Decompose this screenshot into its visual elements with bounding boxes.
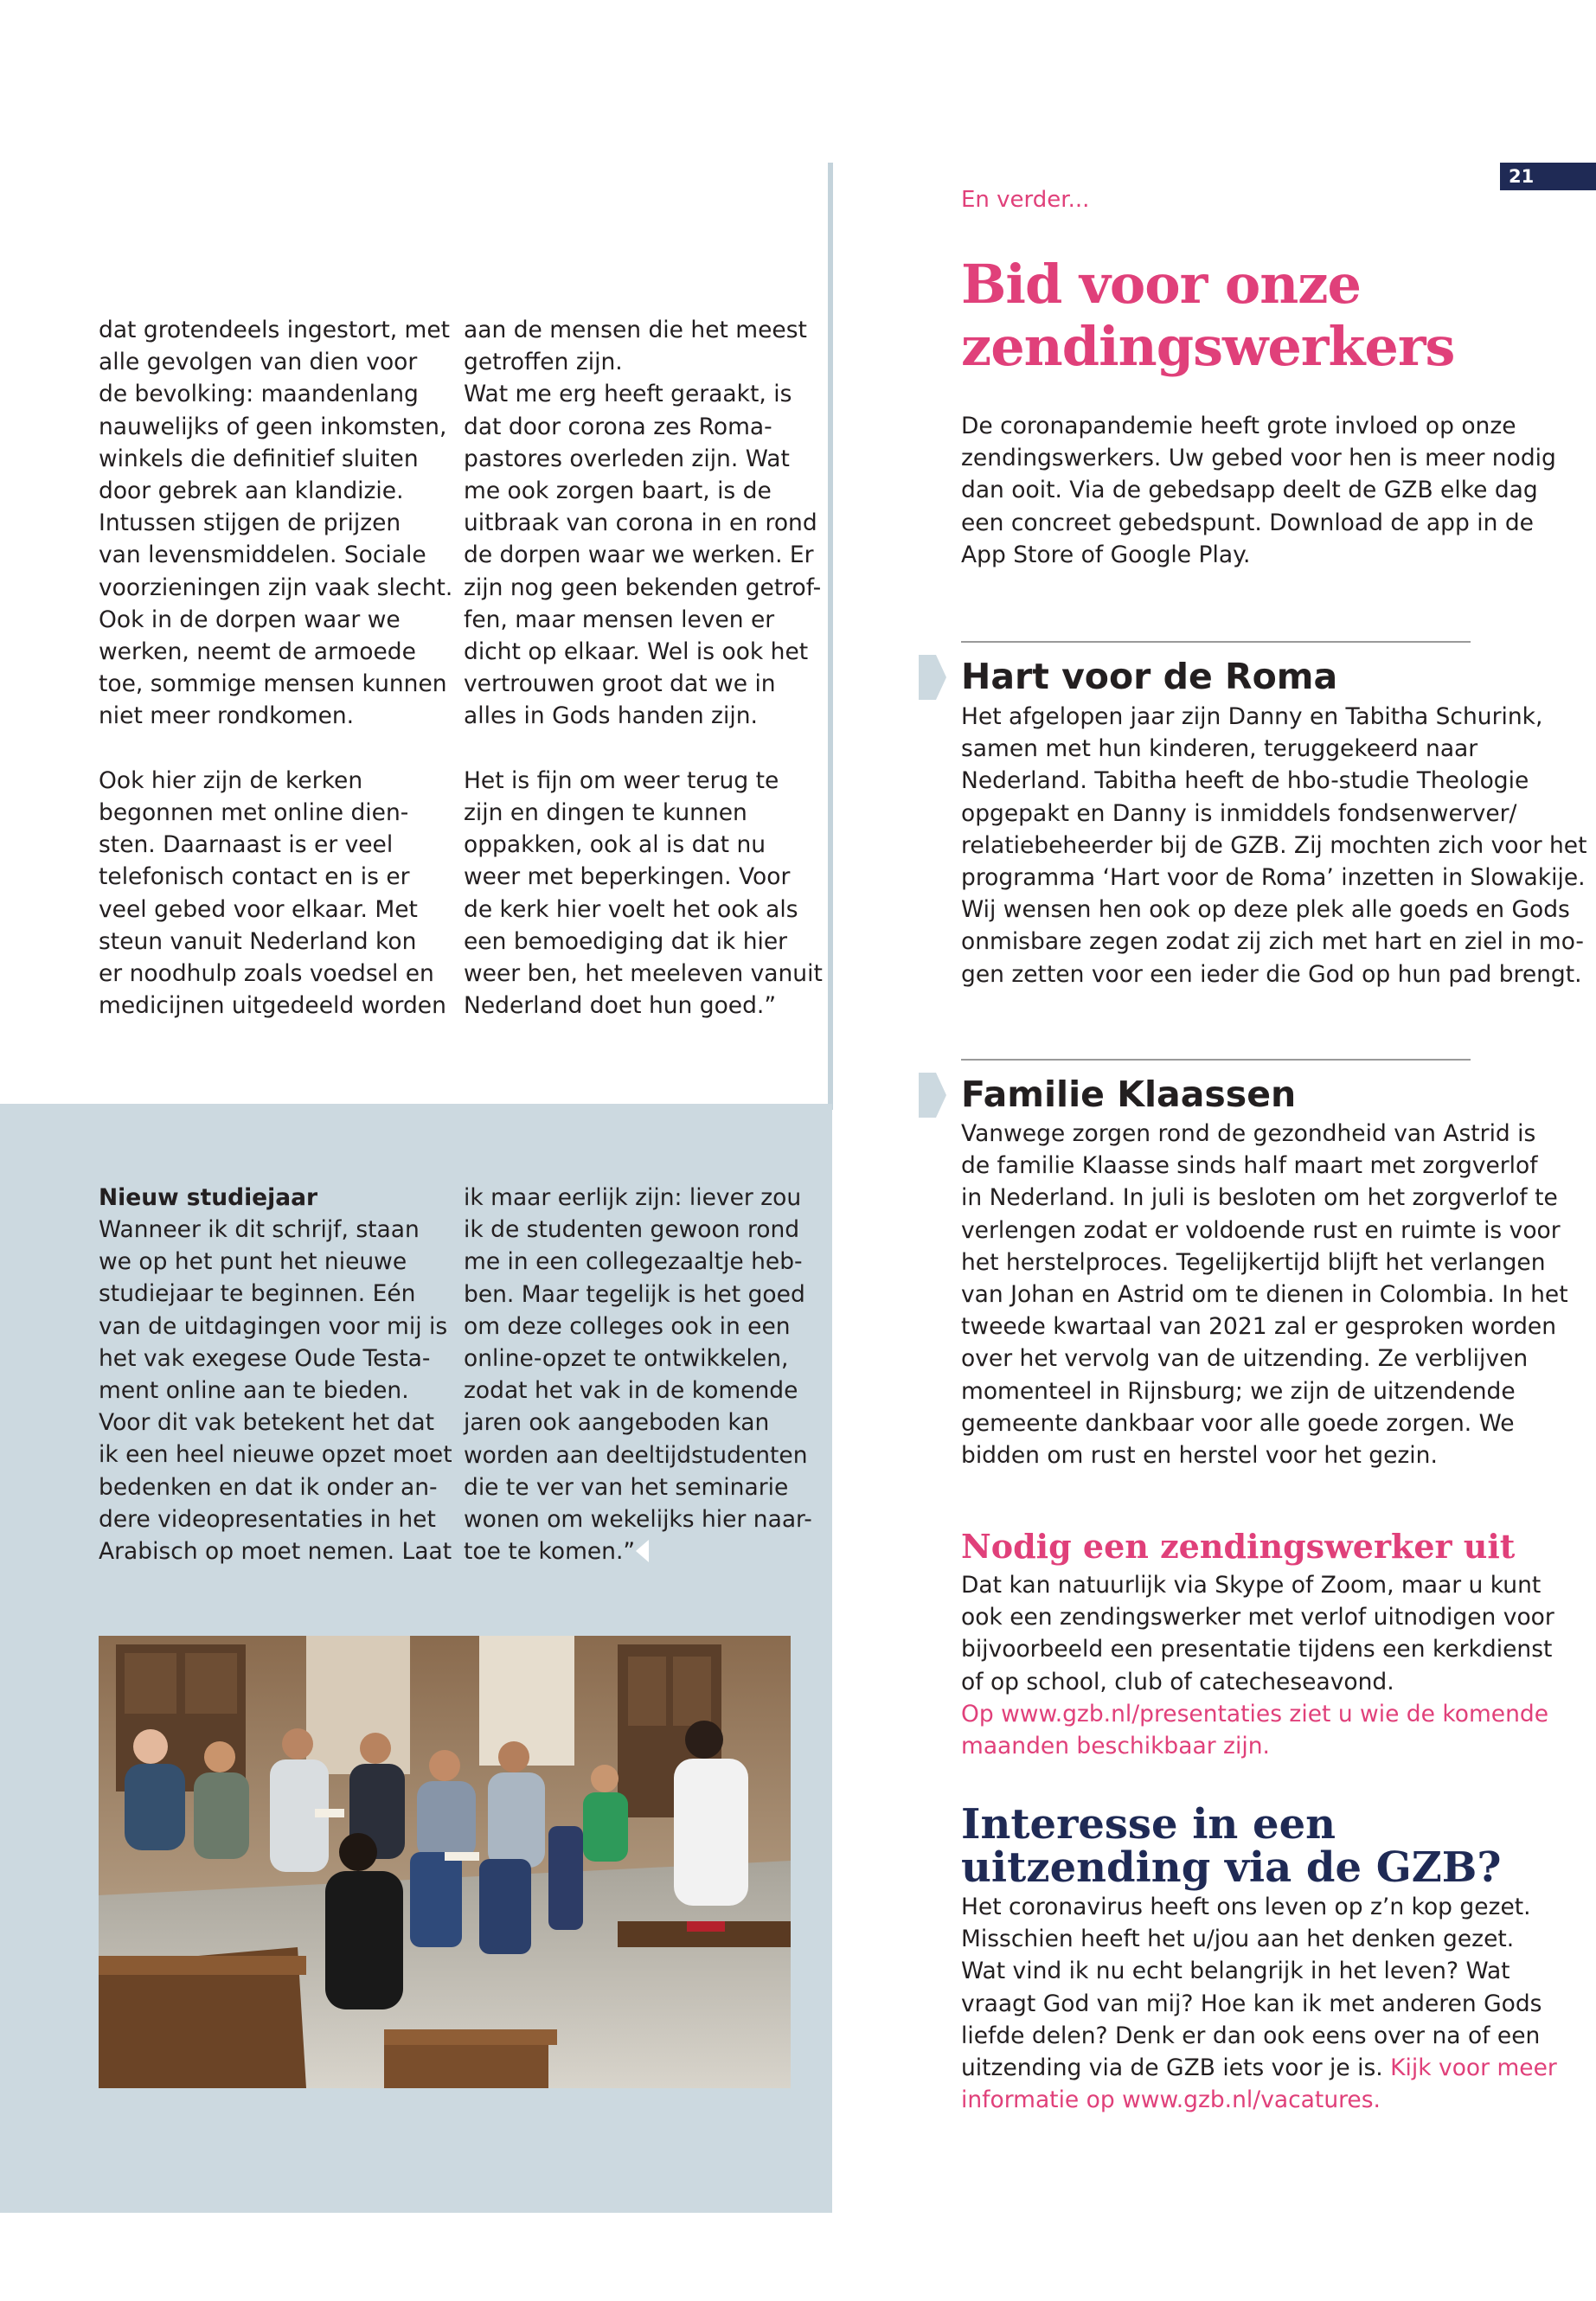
column-divider xyxy=(828,163,833,1110)
arrow-marker-icon xyxy=(917,653,948,702)
intro-text: De coronapandemie heeft grote invloed op onze zendingswerkers. Uw gebed voor hen is meer nodig dan ooit. Via de gebedsapp deelt de GZB elke dag een concreet gebedspunt. Download de app in de App Store of Google Play. xyxy=(961,413,1556,568)
box-heading: Nieuw studiejaar xyxy=(99,1184,318,1211)
end-marker-icon xyxy=(636,1540,649,1562)
vacatures-link-part-1[interactable]: Kijk voor meer xyxy=(1390,2054,1557,2082)
main-title-line-1: Bid voor onze xyxy=(961,253,1361,316)
page-number-tab xyxy=(1500,163,1596,190)
section-text-interesse xyxy=(961,1891,1557,2116)
section-text-hart-voor-de-roma: Het afgelopen jaar zijn Danny en Tabitha Schurink, samen met hun kinderen, teruggekeerd naar Nederland. Tabitha heeft de hbo-studie Theologie opgepakt en Danny is inmiddels fondsenwerver/ relatiebeheerder bij de GZB. Zij mochten zich voor het programma ‘Hart voor de Roma’ inzetten in Slowakije. Wij wensen hen ook op deze plek alle goeds en Gods onmisbare zegen zodat zij zich met hart en ziel in mo- gen zetten voor een ieder die God op hun pad brengt. xyxy=(961,703,1587,988)
article-column-2: aan de mensen die het meest getroffen zijn. Wat me erg heeft geraakt, is dat door corona zes Roma- pastores overleden zijn. Wat me ook zorgen baart, is de uitbraak van corona in en rond de dorpen waar we werken. Er zijn nog geen bekenden getrof- fen, maar mensen leven er dicht op elkaar. Wel is ook het vertrouwen groot dat we in alles in Gods handen zijn. Het is fijn om weer terug te zijn en dingen te kunnen oppakken, ook al is dat nu weer met beperkingen. Voor de kerk hier voelt het ook als een bemoediging dat ik hier weer ben, het meeleven vanuit Nederland doet hun goed.” xyxy=(464,317,823,1020)
section-divider-1 xyxy=(961,641,1471,643)
section-text-familie-klaassen: Vanwege zorgen rond de gezondheid van Astrid is de familie Klaasse sinds half maart met zorgverlof in Nederland. In juli is besloten om het zorgverlof te verlengen zodat er voldoende rust en ruimte is voor het herstelproces. Tegelijkertijd blijft het verlangen van Johan en Astrid om te dienen in Colombia. In het tweede kwartaal van 2021 zal er gesproken worden over het vervolg van de uitzending. Ze verblijven momenteel in Rijnsburg; we zijn de uitzendende gemeente dankbaar voor alle goede zorgen. We bidden om rust en herstel voor het gezin. xyxy=(961,1120,1568,1470)
section-title-interesse-line-2: uitzending via de GZB? xyxy=(961,1843,1502,1892)
section-title-interesse-line-1: Interesse in een xyxy=(961,1800,1336,1849)
section-title-nodig-zendingswerker: Nodig een zendingswerker uit xyxy=(961,1527,1516,1566)
article-column-1: dat grotendeels ingestort, met alle gevolgen van dien voor de bevolking: maandenlang nauwelijks of geen inkomsten, winkels die definitief sluiten door gebrek aan klandizie. Intussen stijgen de prijzen van levensmiddelen. Sociale voorzieningen zijn vaak slecht. Ook in de dorpen waar we werken, neemt de armoede toe, sommige mensen kunnen niet meer rondkomen. Ook hier zijn de kerken begonnen met online dien- sten. Daarnaast is er veel telefonisch contact en is er veel gebed voor elkaar. Met steun vanuit Nederland kon er noodhulp zoals voedsel en medicijnen uitgedeeld worden xyxy=(99,317,453,1020)
box-column-2: ik maar eerlijk zijn: liever zou ik de studenten gewoon rond me in een collegezaaltje heb- ben. Maar tegelijk is het goed om deze colleges ook in een online-opzet te ontwikkelen, zodat het vak in de komende jaren ook aangeboden kan worden aan deeltijdstudenten die te ver van het seminarie wonen om wekelijks hier naar- toe te komen.” xyxy=(464,1184,812,1566)
interesse-body: Het coronavirus heeft ons leven op z’n kop gezet. Misschien heeft het u/jou aan het denken gezet. Wat vind ik nu echt belangrijk in het leven? Wat vraagt God van mij? Hoe kan ik met anderen Gods liefde delen? Denk er dan ook eens over na of een uitzending via de GZB iets voor je is. xyxy=(961,1894,1542,2082)
section-label: En verder... xyxy=(961,187,1090,213)
section-divider-2 xyxy=(961,1059,1471,1061)
page-number: 21 xyxy=(1509,166,1535,187)
vacatures-link-part-2[interactable]: informatie op www.gzb.nl/vacatures. xyxy=(961,2086,1381,2114)
section-title-familie-klaassen: Familie Klaassen xyxy=(961,1074,1297,1115)
section-title-hart-voor-de-roma: Hart voor de Roma xyxy=(961,656,1338,697)
section-text-nodig-zendingswerker: Dat kan natuurlijk via Skype of Zoom, maar u kunt ook een zendingswerker met verlof uitnodigen voor bijvoorbeeld een presentatie tijdens een kerkdienst of op school, club of catecheseavond. xyxy=(961,1572,1554,1695)
box-column-1: Wanneer ik dit schrijf, staan we op het punt het nieuwe studiejaar te beginnen. Eén van de uitdagingen voor mij is het vak exegese Oude Testa- ment online aan te bieden. Voor dit vak betekent het dat ik een heel nieuwe opzet moet bedenken en dat ik onder an- dere videopresentaties in het Arabisch op moet nemen. Laat xyxy=(99,1216,452,1566)
arrow-marker-icon xyxy=(917,1071,948,1119)
group-bible-study-photo xyxy=(99,1636,791,2088)
presentaties-link[interactable]: Op www.gzb.nl/presentaties ziet u wie de komende maanden beschikbaar zijn. xyxy=(961,1701,1549,1760)
main-title-line-2: zendingswerkers xyxy=(961,315,1455,378)
